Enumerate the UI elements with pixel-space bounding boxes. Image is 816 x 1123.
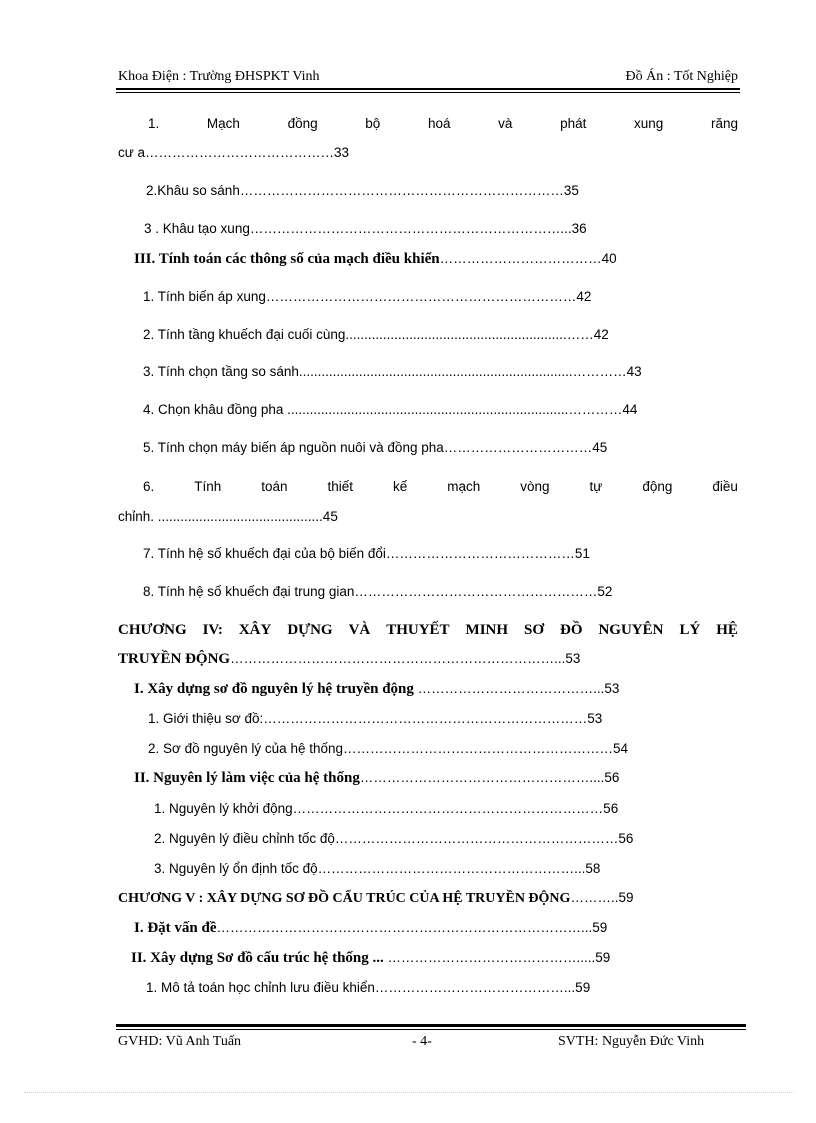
toc-entry-f7: 7. Tính hệ số khuếch đại của bộ biến đổi……………………………………51 xyxy=(143,546,590,561)
word: VÀ xyxy=(348,622,371,638)
word: động xyxy=(642,479,673,494)
word: DỰNG xyxy=(287,622,333,638)
chapter-title: CHƯƠNG V : XÂY DỰNG SƠ ĐỒ CẤU TRÚC CỦA HỆ TRUYỀN ĐỘNG xyxy=(118,891,571,906)
word: XÂY xyxy=(238,622,272,638)
word: MINH xyxy=(465,622,509,638)
dots: ………………………………40 xyxy=(439,251,617,266)
toc-ch4-section-1 xyxy=(134,681,619,698)
header-left: Khoa Điện : Trường ĐHSPKT Vinh xyxy=(118,69,320,84)
toc-entry-f1: 1. Tính biến áp xung……………………………………………………………42 xyxy=(143,289,592,304)
word: NGUYÊN xyxy=(598,622,664,638)
dots: ………………………………………………………………...53 xyxy=(230,651,581,666)
word: CHƯƠNG xyxy=(118,622,187,638)
word: Mạch xyxy=(206,116,240,131)
chapter-title: TRUYỀN ĐỘNG xyxy=(118,651,231,667)
toc-ch5-section-2 xyxy=(131,950,610,967)
word: vòng xyxy=(520,479,550,494)
toc-ch4-entry-1-1: 1. Giới thiệu sơ đồ:………………………………………………………………53 xyxy=(148,711,603,726)
footer-rule-thin xyxy=(116,1029,746,1030)
word: mạch xyxy=(447,479,481,494)
toc-entry-2: 2.Khâu so sánh………………………………………………………………35 xyxy=(146,183,579,198)
header-right: Đồ Án : Tốt Nghiệp xyxy=(625,69,738,84)
dots: ……………………………………………....56 xyxy=(359,770,620,785)
word: IV: xyxy=(202,622,223,638)
toc-ch4-entry-2-2: 2. Nguyên lý điều chỉnh tốc độ………………………………………………………56 xyxy=(154,831,634,846)
word: 6. xyxy=(143,479,155,494)
word: răng xyxy=(710,116,738,131)
word: ĐỒ xyxy=(559,622,583,638)
toc-ch4-entry-2-3: 3. Nguyên lý ổn định tốc độ…………………………………………………...58 xyxy=(154,861,601,876)
word: và xyxy=(498,116,513,131)
word: LÝ xyxy=(679,622,701,638)
dots: ………………………………………………………………………...59 xyxy=(216,920,608,935)
toc-chapter-4-line2 xyxy=(118,651,580,668)
word: THUYẾT xyxy=(386,622,450,638)
toc-ch5-entry-2-1: 1. Mô tả toán học chỉnh lưu điều khiển……………………………………...59 xyxy=(146,980,591,995)
section-title: II. Nguyên lý làm việc của hệ thống xyxy=(134,770,360,786)
toc-chapter-5 xyxy=(118,890,633,907)
dots: …………………………………...53 xyxy=(413,681,620,696)
toc-entry-f2: 2. Tính tầng khuếch đại cuối cùng...........................................................……42 xyxy=(143,327,609,342)
footer-student: SVTH: Nguyễn Đức Vinh xyxy=(558,1034,705,1049)
word: bộ xyxy=(365,116,381,131)
word: tự xyxy=(589,479,603,494)
toc-entry-f6-line2: chỉnh. ............................................45 xyxy=(118,509,338,524)
word: toán xyxy=(261,479,288,494)
word: xung xyxy=(634,116,664,131)
toc-chapter-4-line1 xyxy=(118,622,738,639)
section-title: II. Xây dựng Sơ đồ cấu trúc hệ thống ... xyxy=(131,950,384,966)
word: đồng xyxy=(287,116,318,131)
dots: …………………………………….....59 xyxy=(383,950,611,965)
header-rule xyxy=(116,88,740,90)
toc-ch5-section-1 xyxy=(134,920,607,937)
toc-entry-1-line2: cư a……………………………………33 xyxy=(118,145,350,160)
toc-entry-f6-line1 xyxy=(143,479,738,494)
toc-ch4-entry-1-2: 2. Sơ đồ nguyên lý của hệ thống……………………………………………………54 xyxy=(148,741,629,756)
word: SƠ xyxy=(524,622,545,638)
toc-entry-f5: 5. Tính chọn máy biến áp nguồn nuôi và đồng pha……………………………45 xyxy=(143,440,608,455)
header-rule-thin xyxy=(116,92,740,93)
section-title: I. Đặt vấn đề xyxy=(134,920,217,936)
word: điều xyxy=(712,479,738,494)
toc-entry-1-line1 xyxy=(148,116,738,131)
toc-ch4-section-2 xyxy=(134,770,619,787)
page-bottom-dotted-border xyxy=(24,1092,794,1093)
toc-entry-f4: 4. Chọn khâu đồng pha ...........................................................................…………44 xyxy=(143,402,638,417)
toc-entry-f3: 3. Tính chọn tầng so sánh.........................................................................…………43 xyxy=(143,364,642,379)
section-title: I. Xây dựng sơ đồ nguyên lý hệ truyền động xyxy=(134,681,414,697)
toc-ch4-entry-2-1: 1. Nguyên lý khởi động……………………………………………………………56 xyxy=(154,801,619,816)
toc-entry-3: 3 . Khâu tạo xung……………………………………………………………...36 xyxy=(144,221,587,236)
footer-rule xyxy=(116,1024,746,1027)
footer-supervisor: GVHD: Vũ Anh Tuấn xyxy=(118,1034,242,1049)
word: phát xyxy=(560,116,587,131)
toc-entry-f8: 8. Tính hệ số khuếch đại trung gian………………………………………………52 xyxy=(143,584,613,599)
section-title: III. Tính toán các thông số của mạch điều khiển xyxy=(134,251,440,267)
dots: ………..59 xyxy=(570,890,634,905)
word: 1. xyxy=(148,116,160,131)
word: kế xyxy=(393,479,408,494)
toc-section-3 xyxy=(134,251,617,268)
word: hoá xyxy=(427,116,451,131)
word: thiết xyxy=(327,479,354,494)
word: Tính xyxy=(194,479,222,494)
word: HỆ xyxy=(716,622,738,638)
footer-page-number: - 4- xyxy=(412,1034,432,1049)
